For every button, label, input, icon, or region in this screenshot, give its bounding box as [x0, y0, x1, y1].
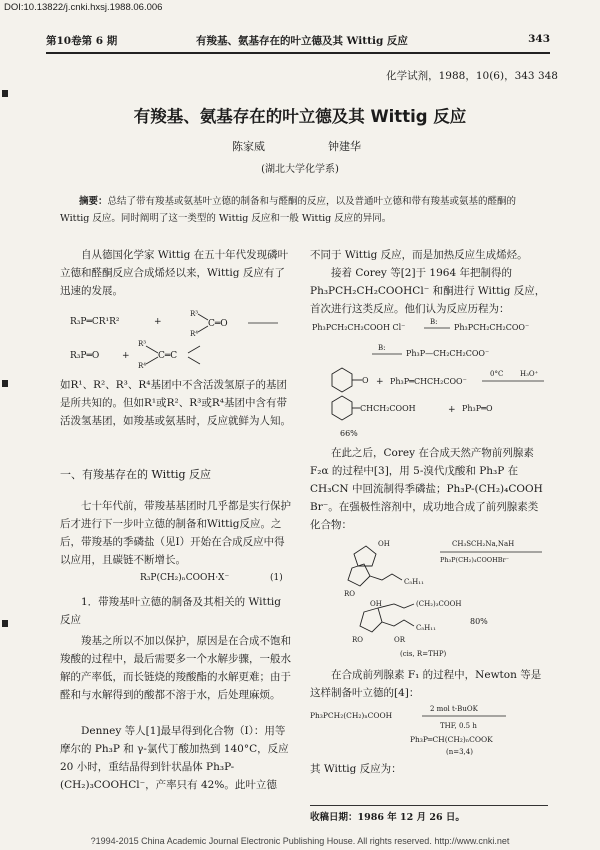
left-paragraph-protection: 羧基之所以不加以保护，原因是在合成不饱和羧酸的过程中，最后需要多一个水解步骤，一般水解的产率低，而长链烧的羧酸酯的水解更难；由于醛和与水解得到的酸都不溶于水，后处理麻烦。 — [60, 635, 291, 701]
scheme3-reagent1: CH₃SCH₂Na,NaH — [452, 540, 515, 548]
scheme1-plus: + — [154, 317, 162, 327]
scheme4-reagent1: 2 mol t-BuOK — [430, 705, 478, 713]
header-rule — [46, 52, 550, 54]
scheme4-reagent2: THF, 0.5 h — [440, 722, 477, 730]
scheme2-cond2: H₃O⁺ — [520, 370, 539, 378]
scheme2-oxide: Ph₃P═O — [462, 404, 493, 413]
left-paragraph-groups: 如R¹、R²、R³、R⁴基团中不含活泼氢原子的基团是所共知的。但如R¹或R²、R³或R⁴基团中含有带活泼氢基团，如羧基或氨基时，反应就鲜为人知。 — [60, 379, 291, 427]
scheme1-oxide: R₃P═O — [70, 351, 100, 361]
left-paragraph-denney: Denney 等人[1]最早得到化合物（Ⅰ）：用等摩尔的 Ph₃P 和 γ-氯代丁酸加热到 140°C，反应 20 小时，重结晶得到针状晶体 Ph₃P-(CH₂)₃COOHCl⁻，产率只有 42%。此叶立德 — [60, 725, 289, 791]
scheme3-note: (cis, R=THP) — [400, 650, 447, 658]
section-heading-1: 一、有羧基存在的 Wittig 反应 — [60, 468, 212, 481]
scheme2-yield: 66% — [340, 429, 358, 438]
scheme1-r4-top: R⁴ — [190, 330, 199, 338]
bond-line — [198, 314, 208, 320]
equation-1: R₃P(CH₂)ₙCOOH·X⁻ — [140, 573, 230, 583]
scheme1-plus2: + — [122, 351, 130, 361]
scheme-corey-mechanism — [312, 318, 548, 444]
scheme-general-wittig — [70, 306, 292, 370]
scheme2-cond1: 0°C — [490, 370, 504, 378]
copyright-footer: ?1994-2015 China Academic Journal Electronic Publishing House. All rights reserved. http://www.cnki.net — [90, 836, 510, 846]
scheme3-chain1: C₅H₁₁ — [404, 578, 424, 586]
scheme2-plus: + — [376, 377, 384, 387]
bond-line — [198, 326, 208, 332]
scheme4-product: Ph₃P═CH(CH₂)ₙCOOK — [410, 735, 493, 744]
header-title: 有羧基、氨基存在的叶立德及其 Wittig 反应 — [196, 35, 408, 47]
header-issue: 第10卷第 6 期 — [46, 35, 118, 47]
abstract — [60, 193, 542, 227]
scheme1-ylide: R₃P═CR¹R² — [70, 317, 120, 327]
scheme1-carbonyl: C═O — [208, 319, 228, 329]
scheme3-oh2: OH — [370, 600, 382, 608]
scheme2-base1: B: — [430, 318, 438, 326]
scan-mark — [2, 620, 8, 627]
equation-1-number: (1) — [270, 573, 283, 583]
abstract-text: 总结了带有羧基或氨基叶立德的制备和与醛酮的反应，以及普通叶立德和带有羧基或氨基的醛酮的 Wittig 反应。同时阐明了这一类型的 Wittig 反应和一般 Wittig 反应的异同。 — [60, 196, 517, 224]
alkene-chain — [378, 604, 414, 608]
scan-mark — [2, 380, 8, 387]
scheme2-ylide: Ph₃P═CHCH₂COO⁻ — [390, 377, 467, 386]
scheme3-yield: 80% — [470, 617, 488, 626]
bond-line — [146, 346, 158, 353]
scheme3-cooh: (CH₂)₃COOH — [416, 600, 462, 608]
header-page: 343 — [528, 33, 550, 45]
scheme3-reagent2: Ph₃P(CH₂)₄COOHBr⁻ — [440, 556, 510, 564]
scheme1-r3-top: R³ — [190, 310, 199, 318]
author-1: 陈家威 — [232, 140, 265, 153]
abstract-label: 摘要： — [79, 196, 108, 207]
lactol-ring — [354, 546, 376, 566]
scheme2-ylide-dianion: Ph₃P—CH₂CH₂COO⁻ — [406, 349, 490, 358]
scheme3-ro2: RO — [352, 636, 364, 644]
right-paragraph-prostaglandin: 在此之后，Corey 在合成天然产物前列腺素 F₂α 的过程中[3]，用 5-溴代戊酸和 Ph₃P 在 CH₃CN 中回流制得季磷盐；Ph₃P-(CH₂)₄COOH Br⁻。在强极性溶剂中，成功地合成了前列腺素类化合物： — [310, 447, 543, 531]
scheme3-oh1: OH — [378, 540, 390, 548]
scheme3-chain2: C₅H₁₁ — [416, 624, 436, 632]
cyclohexanone-ring — [332, 368, 352, 392]
cyclohexylidene-ring — [332, 396, 352, 420]
bond-line — [188, 357, 200, 364]
left-paragraph-intro: 自从德国化学家 Wittig 在五十年代发现磷叶立德和醛酮反应合成烯烃以来，Wittig 反应有了迅速的发展。 — [60, 249, 289, 297]
scheme2-product: CHCH₂COOH — [360, 404, 416, 413]
doi-label: DOI:10.13822/j.cnki.hxsj.1988.06.006 — [4, 2, 163, 13]
scheme-prostaglandin — [340, 534, 548, 662]
cyclopentane-ring — [348, 564, 370, 586]
oxygen-label: O — [362, 376, 369, 385]
scan-mark — [2, 90, 8, 97]
right-paragraph-corey: 接着 Corey 等[2]于 1964 年把制得的 Ph₃PCH₂CH₂COOHCl⁻ 和酮进行 Wittig 反应，首次进行这类反应。他们认为反应历程为： — [310, 267, 546, 315]
scheme2-zwitterion: Ph₃PCH₂CH₂COO⁻ — [454, 323, 530, 332]
right-paragraph-newton: 在合成前列腺素 F₁ 的过程中，Newton 等是这样制备叶立德的[4]： — [310, 669, 542, 699]
side-chain — [382, 620, 414, 626]
scheme4-n: (n=3,4) — [446, 748, 473, 756]
scheme1-alkene: C═C — [158, 351, 178, 361]
affiliation: (湖北大学化学系) — [261, 164, 339, 175]
scheme2-base2: B: — [378, 344, 386, 352]
received-date — [310, 805, 548, 823]
bond-line — [188, 346, 200, 353]
bond-line — [146, 357, 158, 364]
subsection-heading-1: 1．带羧基叶立德的制备及其相关的 Wittig 反应 — [60, 596, 282, 626]
scheme2-salt: Ph₃PCH₂CH₂COOH Cl⁻ — [312, 323, 406, 332]
right-paragraph-continue: 不同于 Wittig 反应，而是加热反应生成烯烃。 — [310, 249, 528, 261]
scheme3-ro1: RO — [344, 590, 356, 598]
article-title: 有羧基、氨基存在的叶立德及其 Wittig 反应 — [133, 107, 467, 126]
received-text: 收稿日期：1986 年 12 月 26 日。 — [310, 812, 465, 823]
scheme1-r1: R³ — [138, 340, 147, 348]
right-paragraph-wittig: 其 Wittig 反应为： — [310, 763, 402, 775]
left-paragraph-history: 七十年代前，带羧基基团时几乎都是实行保护后才进行下一步叶立德的制备和Wittig反应。之后，带羧基的季磷盐（见Ⅰ）开始在合成反应中得以应用，且碳链不断增长。 — [60, 500, 291, 566]
scheme2-plus2: + — [448, 405, 456, 415]
scheme1-r2: R⁴ — [138, 362, 147, 370]
scheme-newton-ylide — [310, 702, 548, 758]
author-2: 钟建华 — [328, 140, 361, 153]
running-header — [46, 33, 550, 49]
journal-citation: 化学试剂，1988，10(6)，343 348 — [386, 70, 558, 82]
cyclopentane-ring — [360, 608, 382, 632]
scheme3-or: OR — [394, 636, 406, 644]
side-chain — [370, 574, 402, 580]
scheme4-reactant: Ph₃PCH₂(CH₂)ₙCOOH — [310, 711, 393, 720]
